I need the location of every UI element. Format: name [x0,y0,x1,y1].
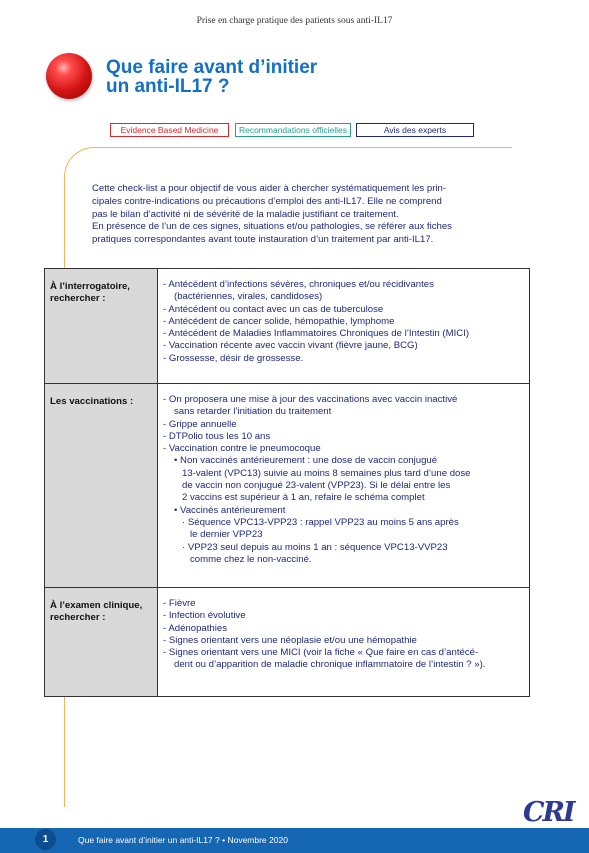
list-item: de vaccin non conjugué 23-valent (VPP23). Si le délai entre les [182,480,451,492]
page-number-badge: 1 [35,829,56,850]
list-item: - DTPolio tous les 10 ans [163,430,271,442]
list-item: - Adénopathies [163,622,228,634]
category-label: rechercher : [50,293,106,304]
list-item: - On proposera une mise à jour des vaccinations avec vaccin inactivé [163,394,458,405]
list-item: sans retarder l’initiation du traitement [174,406,332,418]
table-row [45,384,530,588]
intro-line: pratiques correspondantes avant toute instauration d’un traitement par anti-IL17. [92,234,434,246]
list-item: - Infection évolutive [163,610,246,622]
category-cell [45,384,158,588]
items-cell [158,384,530,588]
list-item: 2 vaccins est supérieur à 1 an, refaire le schéma complet [182,492,425,504]
list-item: - Vaccination contre le pneumocoque [163,443,321,455]
list-item: - Antécédent d’infections sévères, chroniques et/ou récidivantes [163,279,434,290]
tag-avis-des-experts: Avis des experts [356,123,474,137]
page-title-line-1: Que faire avant d’initier [106,57,318,78]
intro-line: En présence de l’un de ces signes, situations et/ou pathologies, se référer aux fiches [92,221,452,233]
list-item: · VPP23 seul depuis au moins 1 an : séquence VPC13-VVP23 [182,541,448,553]
intro-paragraph [92,183,512,247]
list-item: • Non vaccinés antérieurement : une dose de vaccin conjugué [174,455,438,467]
list-item: - Fièvre [163,598,196,609]
items-cell [158,588,530,697]
table-row [45,269,530,384]
running-header: Prise en charge pratique des patients sous anti-IL17 [196,16,393,26]
list-item: - Signes orientant vers une néoplasie et/ou une hémopathie [163,634,417,646]
category-label: rechercher : [50,612,106,623]
category-label: À l’examen clinique, [50,600,143,611]
cri-logo: CRI [523,797,574,828]
list-item: • Vaccinés antérieurement [174,504,286,516]
category-cell [45,588,158,697]
list-item: - Grippe annuelle [163,418,237,430]
tag-recommandations-officielles: Recommandations officielles [235,123,351,137]
intro-line: pas le bilan d’activité ni de sévérité de la maladie justifiant ce traitement. [92,208,399,220]
red-sphere-icon [46,53,92,99]
list-item: dent ou d’apparition de maladie chronique inflammatoire de l’intestin ? »). [174,659,486,671]
intro-line: Cette check-list a pour objectif de vous aider à chercher systématiquement les prin- [92,183,447,194]
list-item: - Vaccination récente avec vaccin vivant (fièvre jaune, BCG) [163,340,418,352]
page-title-line-2: un anti-IL17 ? [106,76,230,97]
list-item: · Séquence VPC13-VPP23 : rappel VPP23 au moins 5 ans après [182,516,459,528]
list-item: le dernier VPP23 [190,529,263,541]
category-label: À l’interrogatoire, [50,281,130,292]
list-item: - Antécédent de Maladies Inflammatoires Chroniques de l’Intestin (MICI) [163,328,470,340]
category-cell [45,269,158,384]
intro-line: cipales contre-indications ou précautions d’emploi des anti-IL17. Elle ne comprend [92,195,442,207]
footer-text: Que faire avant d’initier un anti-IL17 ? • Novembre 2020 [78,835,288,845]
items-cell [158,269,530,384]
list-item: 13-valent (VPC13) suivie au moins 8 semaines plus tard d’une dose [182,467,471,479]
list-item: - Antécédent de cancer solide, hémopathie, lymphome [163,315,395,327]
list-item: - Antécédent ou contact avec un cas de tuberculose [163,303,384,315]
tag-evidence-based-medicine: Evidence Based Medicine [110,123,229,137]
list-item: - Grossesse, désir de grossesse. [163,352,304,364]
checklist-table [44,268,530,697]
list-item: comme chez le non-vacciné. [190,553,312,565]
category-label: Les vaccinations : [50,396,134,407]
page-title [106,58,317,96]
list-item: (bactériennes, virales, candidoses) [174,291,323,303]
list-item: - Signes orientant vers une MICI (voir la fiche « Que faire en cas d’antécé- [163,647,479,659]
table-row [45,588,530,697]
